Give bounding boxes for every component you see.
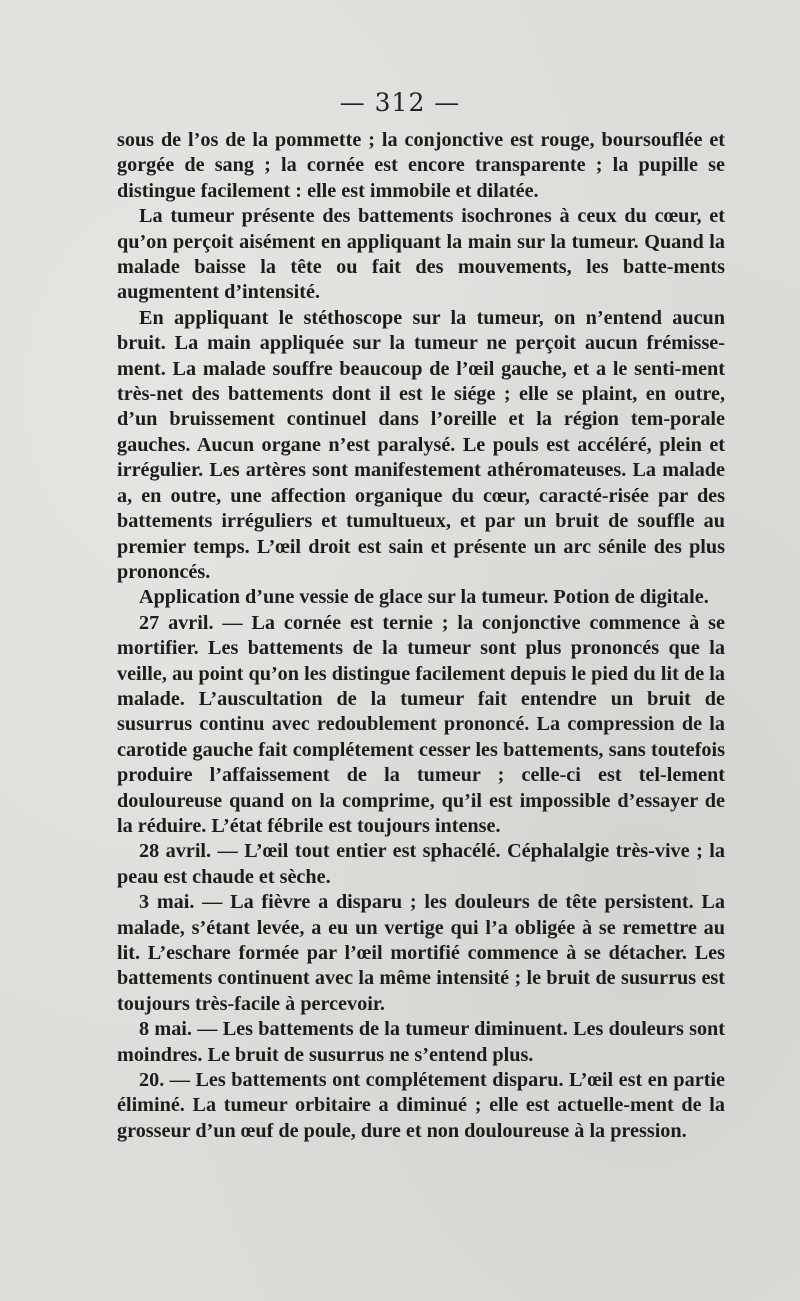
paragraph-4: Application d’une vessie de glace sur la tumeur. Potion de digitale. (139, 586, 709, 609)
paragraph-9: 20. — Les battements ont complétement disparu. L’œil est en partie éliminé. La tumeur orbitaire a diminué ; elle est actuelle-ment de la grosseur d’un œuf de poule, dure et non douloureuse à la pression. (117, 1069, 725, 1142)
paragraph-6: 28 avril. — L’œil tout entier est sphacélé. Céphalalgie très-vive ; la peau est chaude et sèche. (117, 840, 725, 888)
paragraph-8: 8 mai. — Les battements de la tumeur diminuent. Les douleurs sont moindres. Le bruit de susurrus ne s’entend plus. (117, 1018, 725, 1066)
paragraph-1: sous de l’os de la pommette ; la conjonctive est rouge, boursouflée et gorgée de sang ; la cornée est encore transparente ; la pupille se distingue facilement : elle est immobile et dilatée. (117, 129, 725, 202)
body-text (117, 128, 725, 1144)
paragraph-7: 3 mai. — La fièvre a disparu ; les douleurs de tête persistent. La malade, s’étant levée, a eu un vertige qui l’a obligée à se remettre au lit. L’eschare formée par l’œil mortifié commence à se détacher. Les battements continuent avec la même intensité ; le bruit de susurrus est toujours très-facile à percevoir. (117, 891, 725, 1015)
paragraph-3: En appliquant le stéthoscope sur la tumeur, on n’entend aucun bruit. La main appliquée sur la tumeur ne perçoit aucun frémisse-ment. La malade souffre beaucoup de l’œil gauche, et a le senti-ment très-net des battements dont il est le siége ; elle se plaint, en outre, d’un bruissement continuel dans l’oreille et la région tem-porale gauches. Aucun organe n’est paralysé. Le pouls est accéléré, plein et irrégulier. Les artères sont manifestement athéromateuses. La malade a, en outre, une affection organique du cœur, caracté-risée par des battements irréguliers et tumultueux, et par un bruit de souffle au premier temps. L’œil droit est sain et présente un arc sénile des plus prononcés. (117, 306, 725, 583)
page-number: — 312 — (339, 88, 461, 117)
paragraph-5: 27 avril. — La cornée est ternie ; la conjonctive commence à se mortifier. Les battements de la tumeur sont plus prononcés que la veille, au point qu’on les distingue facilement depuis le pied du lit de la malade. L’auscultation de la tumeur fait entendre un bruit de susurrus continu avec redoublement prononcé. La compression de la carotide gauche fait complétement cesser les battements, sans toutefois produire l’affaissement de la tumeur ; celle-ci est tel-lement douloureuse quand on la comprime, qu’il est impossible d’essayer de la réduire. L’état fébrile est toujours intense. (117, 611, 725, 837)
paragraph-2: La tumeur présente des battements isochrones à ceux du cœur, et qu’on perçoit aisément en appliquant la main sur la tumeur. Quand la malade baisse la tête ou fait des mouvements, les batte-ments augmentent d’intensité. (117, 205, 725, 304)
